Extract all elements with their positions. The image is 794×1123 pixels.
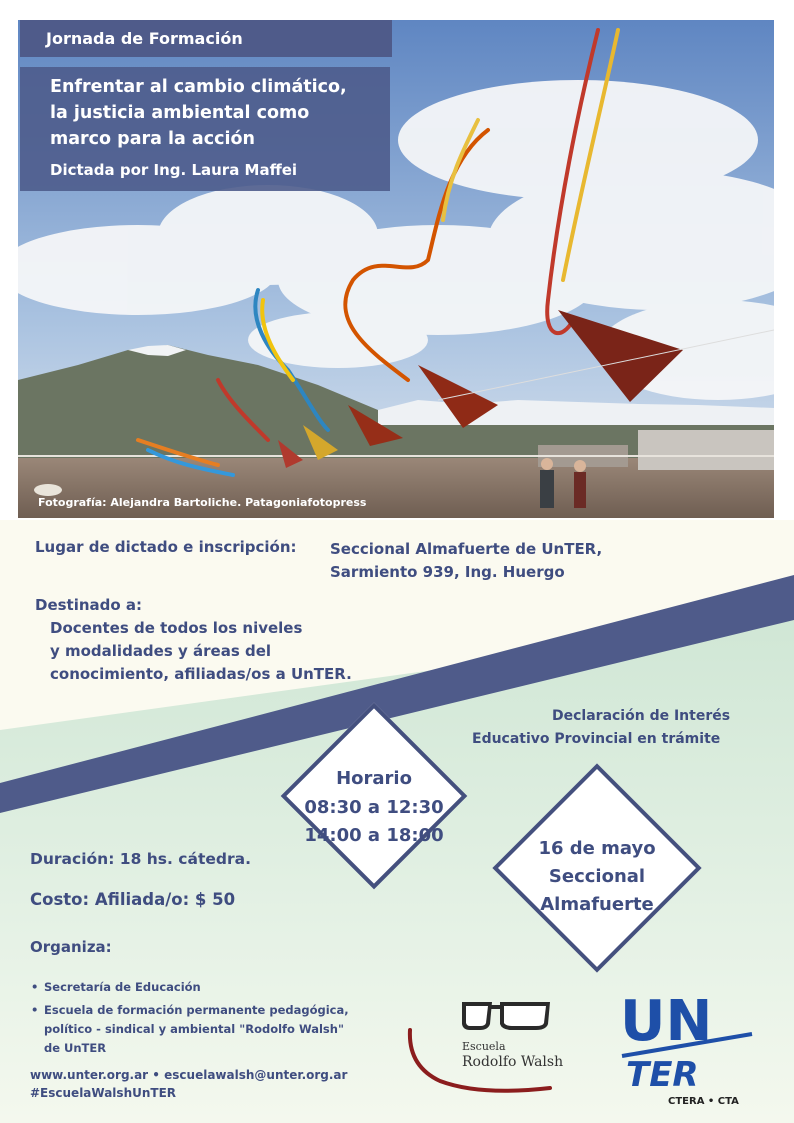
audience-label: Destinado a: [35, 596, 143, 614]
organizer-bullet-1: • [31, 980, 39, 994]
cost: Costo: Afiliada/o: $ 50 [30, 890, 236, 909]
organizer-bullet-2: • [31, 1003, 39, 1017]
organizer-2-line-3: de UnTER [44, 1041, 107, 1055]
audience-line-2: y modalidades y áreas del [50, 642, 272, 660]
place-label: Lugar de dictado e inscripción: [35, 538, 297, 556]
event-type: Jornada de Formación [46, 29, 243, 48]
schedule-label: Horario [336, 768, 412, 789]
declaration-line-1: Declaración de Interés [552, 708, 731, 724]
declaration-line-2: Educativo Provincial en trámite [472, 731, 721, 747]
organizers-label: Organiza: [30, 938, 112, 956]
contact-web[interactable]: www.unter.org.ar • escuelawalsh@unter.org.ar [30, 1068, 348, 1082]
unter-logo-bottom: TER [626, 1055, 699, 1095]
venue-line-1: Seccional [548, 866, 646, 887]
hashtag: #EscuelaWalshUnTER [30, 1086, 177, 1100]
audience-line-3: conocimiento, afiliadas/os a UnTER. [50, 665, 352, 683]
title-line-2: la justicia ambiental como [50, 103, 310, 123]
unter-logo-top: UN [620, 992, 713, 1054]
place-line-1: Seccional Almafuerte de UnTER, [330, 540, 603, 558]
unter-logo [612, 992, 762, 1110]
speaker: Dictada por Ing. Laura Maffei [50, 161, 298, 179]
schedule-time-2: 14:00 a 18:00 [304, 825, 444, 846]
schedule-time-1: 08:30 a 12:30 [304, 797, 444, 818]
unter-logo-sub: CTERA • CTA [668, 1096, 739, 1107]
walsh-logo-line-1: Escuela [462, 1040, 506, 1053]
duration: Duración: 18 hs. cátedra. [30, 850, 251, 868]
walsh-logo [400, 996, 575, 1096]
organizer-1: Secretaría de Educación [44, 980, 201, 994]
date: 16 de mayo [538, 838, 656, 859]
title-line-3: marco para la acción [50, 129, 255, 149]
walsh-logo-line-2: Rodolfo Walsh [462, 1054, 564, 1070]
title-box [20, 67, 390, 191]
venue-line-2: Almafuerte [540, 894, 654, 915]
event-type-bar [20, 20, 392, 57]
glasses-icon [462, 1002, 550, 1030]
organizer-2-line-1: Escuela de formación permanente pedagógica, [44, 1003, 349, 1017]
organizer-2-line-2: político - sindical y ambiental "Rodolfo Walsh" [44, 1022, 344, 1036]
title-line-1: Enfrentar al cambio climático, [50, 77, 347, 97]
audience-line-1: Docentes de todos los niveles [50, 619, 303, 637]
place-line-2: Sarmiento 939, Ing. Huergo [330, 563, 565, 581]
photo-credit: Fotografía: Alejandra Bartoliche. Patagoniafotopress [38, 496, 367, 509]
